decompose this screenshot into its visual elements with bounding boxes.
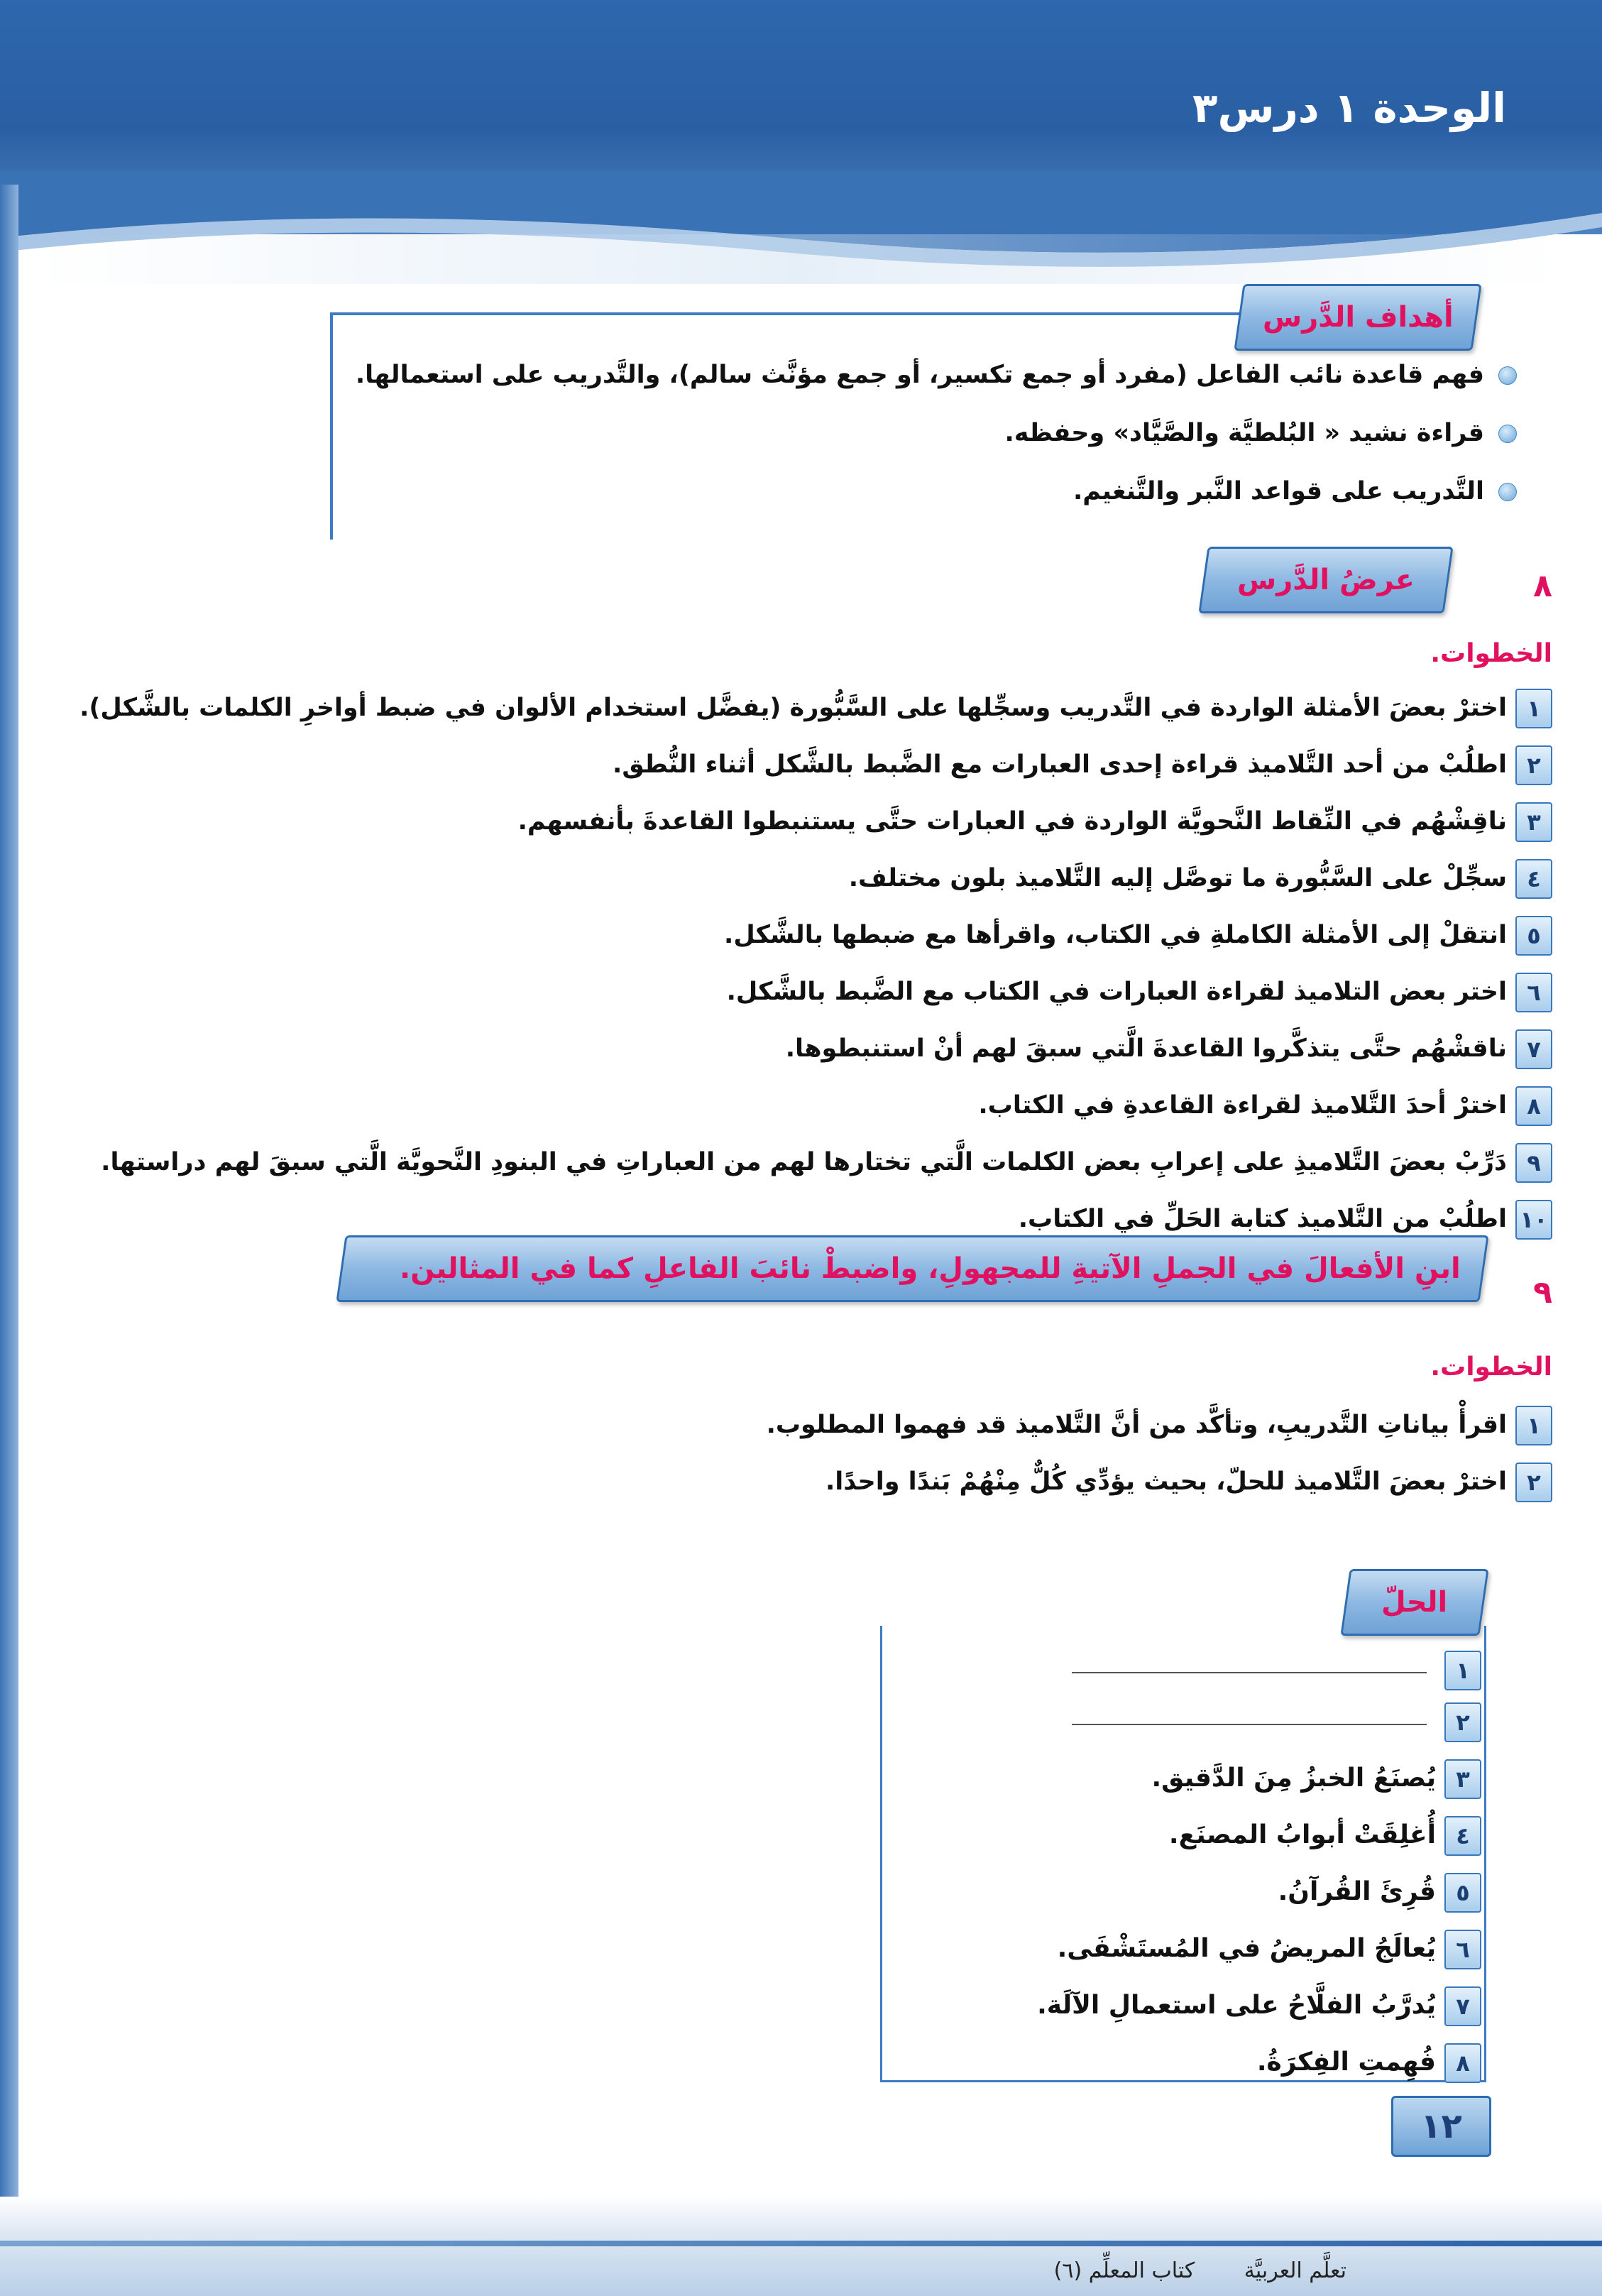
goal-item: التَّدريب على قواعد النَّبر والتَّنغيم.: [1073, 477, 1517, 505]
bullet-icon: [1498, 483, 1517, 501]
answer-item: ٥قُرِئَ القُرآنُ.: [1278, 1873, 1481, 1913]
answer-item: ٣يُصنَعُ الخبزُ مِنَ الدَّقيق.: [1152, 1759, 1482, 1799]
answer-item: ١: [1436, 1651, 1481, 1690]
step-item: ١٠اطلُبْ من التَّلاميذ كتابة الحَلِّ في الكتاب.: [1019, 1200, 1552, 1240]
steps-label: الخطوات.: [1430, 639, 1552, 668]
footer-book-title: تعلَّم العربيَّة: [1244, 2258, 1346, 2283]
answer-item: ٧يُدرَّبُ الفلَّاحُ على استعمالِ الآلَة.: [1037, 1986, 1481, 2026]
unit-lesson-title: الوحدة ١ درس٣: [1192, 84, 1506, 132]
goals-heading-ribbon: [1234, 284, 1481, 351]
step-item: ٩دَرِّبْ بعضَ التَّلاميذِ على إعرابِ بعض الكلمات الَّتي تختارها لهم من العباراتِ في البنودِ النَّحويَّة الَّتي سبقَ لهم دراستها.: [101, 1143, 1552, 1183]
steps-label: الخطوات.: [1430, 1352, 1552, 1382]
goals-frame-side: [330, 312, 333, 540]
answer-item: ٨فُهِمتِ الفِكرَةُ.: [1257, 2043, 1481, 2083]
goals-frame-top: [330, 312, 1246, 315]
step-item: ٤سجِّلْ على السَّبُّورة ما توصَّل إليه التَّلاميذ بلون مختلف.: [849, 859, 1552, 899]
answer-item: ٦يُعالَجُ المريضُ في المُستَشْفَى.: [1058, 1930, 1481, 1969]
answer-blank-line: [1072, 1672, 1427, 1673]
solution-heading-ribbon: [1340, 1569, 1488, 1636]
section9-heading: ابنِ الأفعالَ في الجملِ الآتيةِ للمجهولِ، واضبطْ نائبَ الفاعلِ كما في المثالين.: [400, 1252, 1461, 1285]
step-item: ٢اخترْ بعضَ التَّلاميذ للحلّ، بحيث يؤدِّي كُلٌّ مِنْهُمْ بَندًا واحدًا.: [825, 1463, 1552, 1502]
answer-blank-line: [1072, 1724, 1427, 1725]
step-item: ١اقرأْ بياناتِ التَّدريبِ، وتأكَّد من أنَّ التَّلاميذ قد فهموا المطلوب.: [767, 1406, 1552, 1445]
goal-item: قراءة نشيد « البُلطيَّة والصَّيَّاد» وحفظه.: [1004, 419, 1517, 447]
bullet-icon: [1498, 366, 1517, 385]
section-number: ٩: [1533, 1274, 1552, 1311]
step-item: ٣ناقِشْهُم في النِّقاط النَّحويَّة الواردة في العبارات حتَّى يستنبطوا القاعدةَ بأنفسهم.: [518, 802, 1552, 842]
footer-book-volume: كتاب المعلِّم (٦): [1053, 2258, 1195, 2283]
bullet-icon: [1498, 425, 1517, 443]
step-item: ٨اخترْ أحدَ التَّلاميذ لقراءة القاعدةِ في الكتاب.: [978, 1086, 1552, 1126]
solution-heading: الحلّ: [1381, 1586, 1448, 1619]
answer-item: ٤أُغلِقَتْ أبوابُ المصنَع.: [1169, 1816, 1481, 1856]
section8-heading: عرضُ الدَّرس: [1237, 564, 1415, 596]
step-item: ٧ناقشْهُم حتَّى يتذكَّروا القاعدةَ الَّتي سبقَ لهم أنْ استنبطوها.: [786, 1029, 1552, 1069]
footer-text: [1011, 2258, 1346, 2283]
left-border-strip: [0, 185, 18, 2243]
footer-line: [0, 2241, 1602, 2246]
step-item: ٦اختر بعض التلاميذ لقراءة العبارات في الكتاب مع الضَّبط بالشَّكل.: [727, 973, 1552, 1012]
answer-item: ٢: [1436, 1702, 1481, 1742]
goals-heading: أهداف الدَّرس: [1262, 301, 1454, 334]
page-footer: [0, 2197, 1602, 2296]
step-item: ٥انتقلْ إلى الأمثلة الكاملةِ في الكتاب، واقرأها مع ضبطها بالشَّكل.: [724, 916, 1552, 956]
step-item: ٢اطلُبْ من أحد التَّلاميذ قراءة إحدى العبارات مع الضَّبط بالشَّكل أثناء النُّطق.: [613, 745, 1552, 785]
faint-background-band: [35, 234, 1562, 284]
goal-item: فهم قاعدة نائب الفاعل (مفرد أو جمع تكسير، أو جمع مؤنَّث سالم)، والتَّدريب على استعمالها.: [356, 361, 1517, 389]
page-number: ١٢: [1391, 2096, 1491, 2157]
section8-heading-ribbon: [1198, 547, 1453, 613]
step-item: ١اخترْ بعضَ الأمثلة الواردة في التَّدريب وسجِّلها على السَّبُّورة (يفضَّل استخدام الألوان في ضبط أواخرِ الكلمات بالشَّكل).: [79, 689, 1552, 728]
section9-heading-ribbon: [336, 1235, 1488, 1302]
section-number: ٨: [1533, 568, 1552, 604]
